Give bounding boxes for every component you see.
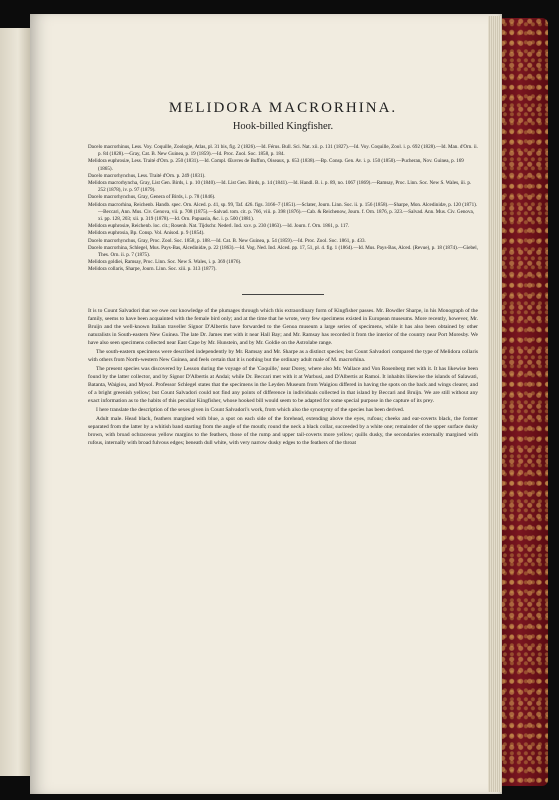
section-divider (242, 294, 324, 295)
facing-page-edge (0, 28, 30, 776)
synonym-entry: Dacelo macrorhinus, Less. Voy. Coquille, Zoologie, Atlas, pl. 31 bis, fig. 2 (1826).—Id. Férus. Bull. Sci. Nat. xii. p. 131 (1827).—Id. Voy. Coquille, Zool. i. p. 692 (1828).—Id. Man. d'Orn. ii. p. 84 (1828).—Gray, Cat. B. New Guinea, p. 19 (1859).—Id. Proc. Zool. Soc. 1858, p. 184. (88, 144, 478, 158)
paragraph: The present species was discovered by Lesson during the voyage of the 'Coquille,' near Dorey, where also Mr. Wallace and Von Rosenberg met with it. It has likewise been found by the latter collector, and by Signor D'Albertis at Andai; while Dr. Beccari met with it at Warbusi, and D'Albertis at Ramoi. It inhabits likewise the islands of Salawati, Batanta, Waigiou, and Mysol. Professor Schlegel states that the specimens in the Leyden Museum from Waigiou differed in having the spots on the back and wings clearer, and of a bright greenish yellow; but Count Salvadori could not find any points of difference in individuals collected in that island by Beccari and Bruijn. We are still without any exact information as to the habits of this peculiar Kingfisher, whose hooked bill would seem to be adapted for some special purpose in the capture of its prey. (88, 365, 478, 404)
synonym-entry: Melidora euphrosiæ, Less. Traité d'Orn. p. 250 (1831).—Id. Compl. Œuvres de Buffon, Oiseaux, p. 653 (1838).—Bp. Consp. Gen. Av. i. p. 150 (1850).—Pucheran, Nov. Guinea, p. 169 (1865). (88, 158, 464, 172)
synonym-entry: Melidora macrorhyncha, Gray, List Gen. Birds, i. p. 10 (1840).—Id. List Gen. Birds, p. 14 (1841).—Id. Handl. B. i. p. 89, no. 1067 (1869).—Ramsay, Proc. Linn. Soc. New S. Wales, iii. p. 252 (1878), iv. p. 97 (1879). (88, 180, 472, 194)
synonym-entry: Dacelo macrorhynchus, Gray, Genera of Birds, i. p. 78 (1846). (88, 194, 216, 201)
synonym-entry: Melidora euphrosiæ, Reichenb. loc. cit.; Rosenb. Nat. Tijdschr. Nederl. Ind. xxv. p. 230 (1863).—Id. Journ. f. Orn. 1861, p. 117. (88, 223, 350, 230)
paragraph: It is to Count Salvadori that we owe our knowledge of the plumages through which this extraordinary form of Kingfisher passes. Mr. Bowdler Sharpe, in his Monograph of the family, seems to have been acquainted with the female bird only; and at the time that he wrote, very few specimens existed in European museums. More recently, however, Mr. Bruijn and the well-known Italian traveller Signor D'Albertis have forwarded to the Genoa museum a large series of specimens, while it has also been obtained by other naturalists in South-eastern New Guinea. The late Dr. James met with it near Hall Bay; and Mr. Ramsay has recorded it from the interior of the country near Port Moresby. We have also seen specimens collected near East Cape by Mr. Hunstein, and by Mr. Goldie on the Astrolabe range. (88, 307, 478, 346)
synonym-entry: Melidora macrorhina, Reichenb. Handb. spec. Orn. Alced. p. 41, sp. 99, Taf. 426. figs. 3166–7 (1851).—Sclater, Journ. Linn. Soc. ii. p. 156 (1858).—Sharpe, Mon. Alcedinidæ, p. 120 (1871).—Beccari, Ann. Mus. Civ. Genova, vii. p. 708 (1875).—Salvad. tom. cit. p. 766, viii. p. 398 (1876).—Cab. & Reichenow, Journ. f. Orn. 1876, p. 323.—Salvad. Ann. Mus. Civ. Genova, xi. pp. 128, 203; xii. p. 319 (1878).—Id. Orn. Papuasia, &c. i. p. 500 (1881). (88, 201, 478, 223)
synonym-entry: Melidora euphrosia, Bp. Consp. Vol. Anisod. p. 9 (1854). (88, 230, 205, 237)
synonym-entry: Dacelo macrorhina, Schlegel, Mus. Pays-Bas, Alcedinidæ, p. 22 (1863).—Id. Vog. Ned. Ind. Alced. pp. 17, 51, pl. 4. fig. 1 (1864).—Id. Mus. Pays-Bas, Alced. (Revue), p. 18 (1874).—Giebel, Thes. Orn. ii. p. 7 (1875). (88, 244, 478, 259)
paragraph: I here translate the description of the sexes given in Count Salvadori's work, from which also the synonymy of the species has been derived. (96, 406, 405, 413)
synonym-entry: Dacelo macrorhynchus, Gray, Proc. Zool. Soc. 1858, p. 188.—Id. Cat. B. New Guinea, p. 54 (1859).—Id. Proc. Zool. Soc. 1861, p. 433. (88, 237, 366, 244)
paragraph: Adult male. Head black, feathers margined with blue, a spot on each side of the forehead, extending above the eyes, rufous; cheeks and ear-coverts black, the former separated from the latter by a whitish band starting from the angle of the mouth; round the neck a black collar, succeeded by a white one; remainder of the upper surface dusky brown, with broad ochraceous yellow margins to the feathers, those of the rump and upper tail-coverts more yellow; quills dusky, the secondaries externally margined with rufous, internally with broad fulvous edges; beneath dull white, with very narrow dusky edges to the feathers of the throat (88, 415, 478, 446)
synonym-entry: Melidora collaris, Sharpe, Journ. Linn. Soc. xiii. p. 313 (1877). (88, 266, 217, 273)
synonym-entry: Dacelo macrorhynchus, Less. Traité d'Orn. p. 249 (1831). (88, 172, 206, 179)
page-content (88, 100, 478, 447)
book-cover-marbled-edge (500, 18, 548, 786)
body-text (88, 307, 478, 447)
paragraph: The south-eastern specimens were described independently by Mr. Ramsay and Mr. Sharpe as a distinct species; but Count Salvadori compared the type of Melidora collaris with others from North-western New Guinea, and feels certain that it is nothing but the ordinary adult male of M. macrorhina. (88, 348, 478, 363)
page-stack-edge (488, 16, 502, 792)
page-subtitle: Hook-billed Kingfisher. (232, 121, 334, 132)
synonymy-list (88, 144, 478, 274)
page-title: MELIDORA MACRORHINA. (168, 100, 398, 116)
synonym-entry: Melidora goldiei, Ramsay, Proc. Linn. Soc. New S. Wales, i. p. 369 (1876). (88, 259, 242, 266)
